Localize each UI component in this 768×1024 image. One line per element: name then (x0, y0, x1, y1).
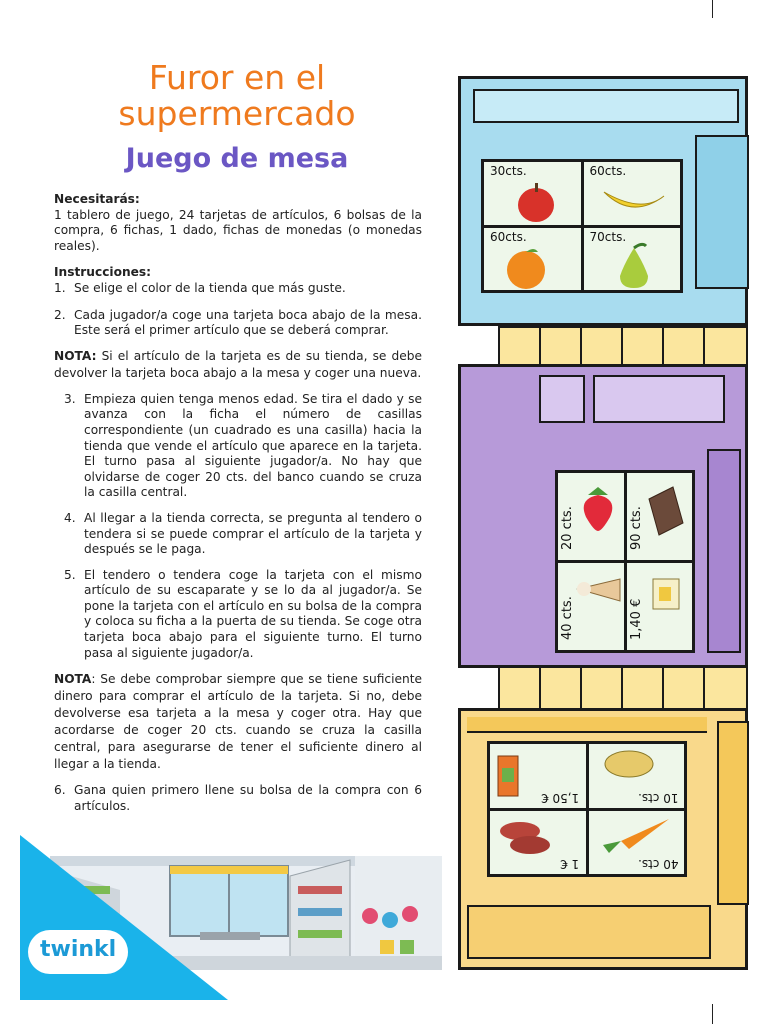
fruit-shop (458, 76, 748, 326)
grocery-price-card (487, 741, 687, 877)
list-item: 2. Cada jugador/a coge una tarjeta boca abajo de la mesa. Este será el primer artículo que se deberá comprar. (54, 307, 422, 338)
sweet-shop (458, 364, 748, 668)
price-cell-chocolate: 90 cts. (627, 473, 693, 560)
ice-cream-cone-icon (576, 575, 622, 605)
list-item: 3. Empieza quien tenga menos edad. Se tira el dado y se avanza con la ficha el número de casillas correspondiente (un cuadrado es una casilla) hacia la tienda que vende el artículo que aparece en la tarjeta. El turno pasa al siguiente jugador/a. No hay que olvidarse de coger 20 cts. del banco cuando se cruza la casilla central. (64, 391, 422, 500)
milk-carton-icon (649, 573, 683, 613)
list-item: 6. Gana quien primero llene su bolsa de la compra con 6 artículos. (54, 783, 422, 813)
list-item: 5. El tendero o tendera coge la tarjeta con el mismo artículo de su escaparate y se lo da al jugador/a. Se pone la tarjeta con el artículo en su bolsa de la compra y coloca su ficha a la puerta de su tienda. Se coge otra tarjeta boca abajo para el siguiente turno. El turno pasa al siguiente jugador/a. (64, 567, 422, 660)
note-2: NOTA: Se debe comprobar siempre que se tiene suficiente dinero para comprar el artículo de la tarjeta. Si no, debe devolverse esa tarjeta a la mesa y coger otra. Hay que acordarse de coger 20 cts. cuando se cruza la casilla central, para asegurarse de tener el suficiente dinero al llegar a la tienda. (54, 672, 422, 772)
potato-icon (603, 748, 655, 780)
title-line-2: supermercado (118, 94, 356, 133)
title-line-1: Furor en el (148, 58, 326, 97)
instructions-heading: Instrucciones: (54, 265, 152, 280)
apple-icon (516, 180, 556, 224)
price-cell-carrot: 40 cts. (589, 811, 685, 875)
strawberry-icon (576, 483, 620, 533)
price-cell-milk: 1,40 € (627, 563, 693, 650)
fruit-price-card (481, 159, 683, 293)
price-cell-pear: 70cts. (584, 228, 681, 291)
grocery-shop (458, 708, 748, 970)
board-path-1 (498, 326, 748, 366)
price-cell-juice: 1,50 € (490, 744, 586, 808)
juice-carton-icon (496, 752, 522, 800)
price-cell-sausages: 1 € (490, 811, 586, 875)
price-cell-orange: 60cts. (484, 228, 581, 291)
price-cell-potato: 10 cts. (589, 744, 685, 808)
orange-icon (504, 246, 548, 290)
price-cell-banana: 60cts. (584, 162, 681, 225)
price-cell-apple: 30cts. (484, 162, 581, 225)
chocolate-icon (643, 483, 687, 537)
note-1: NOTA: Si el artículo de la tarjeta es de su tienda, se debe devolver la tarjeta boca abajo a la mesa y coger una nueva. (54, 348, 422, 380)
price-cell-ice-cream: 40 cts. (558, 563, 624, 650)
twinkl-logo: twinkl (40, 937, 117, 962)
price-cell-strawberry: 20 cts. (558, 473, 624, 560)
page-subtitle: Juego de mesa (125, 143, 349, 174)
needs-heading: Necesitarás: (54, 192, 140, 206)
carrot-icon (599, 815, 673, 855)
list-item: 1. Se elige el color de la tienda que más guste. (54, 280, 346, 295)
list-item: 4. Al llegar a la tienda correcta, se pregunta al tendero o tendera si se puede comprar el artículo de la tarjeta y después se le paga. (64, 510, 422, 557)
banana-icon (602, 186, 666, 216)
pear-icon (614, 242, 654, 290)
sweet-price-card (555, 470, 695, 653)
board-path-2 (498, 666, 748, 710)
needs-text: 1 tablero de juego, 24 tarjetas de artículos, 6 bolsas de la compra, 6 fichas, 1 dado, fichas de monedas (o monedas reales). (54, 207, 422, 253)
sausages-icon (496, 817, 554, 863)
game-board (458, 76, 748, 970)
